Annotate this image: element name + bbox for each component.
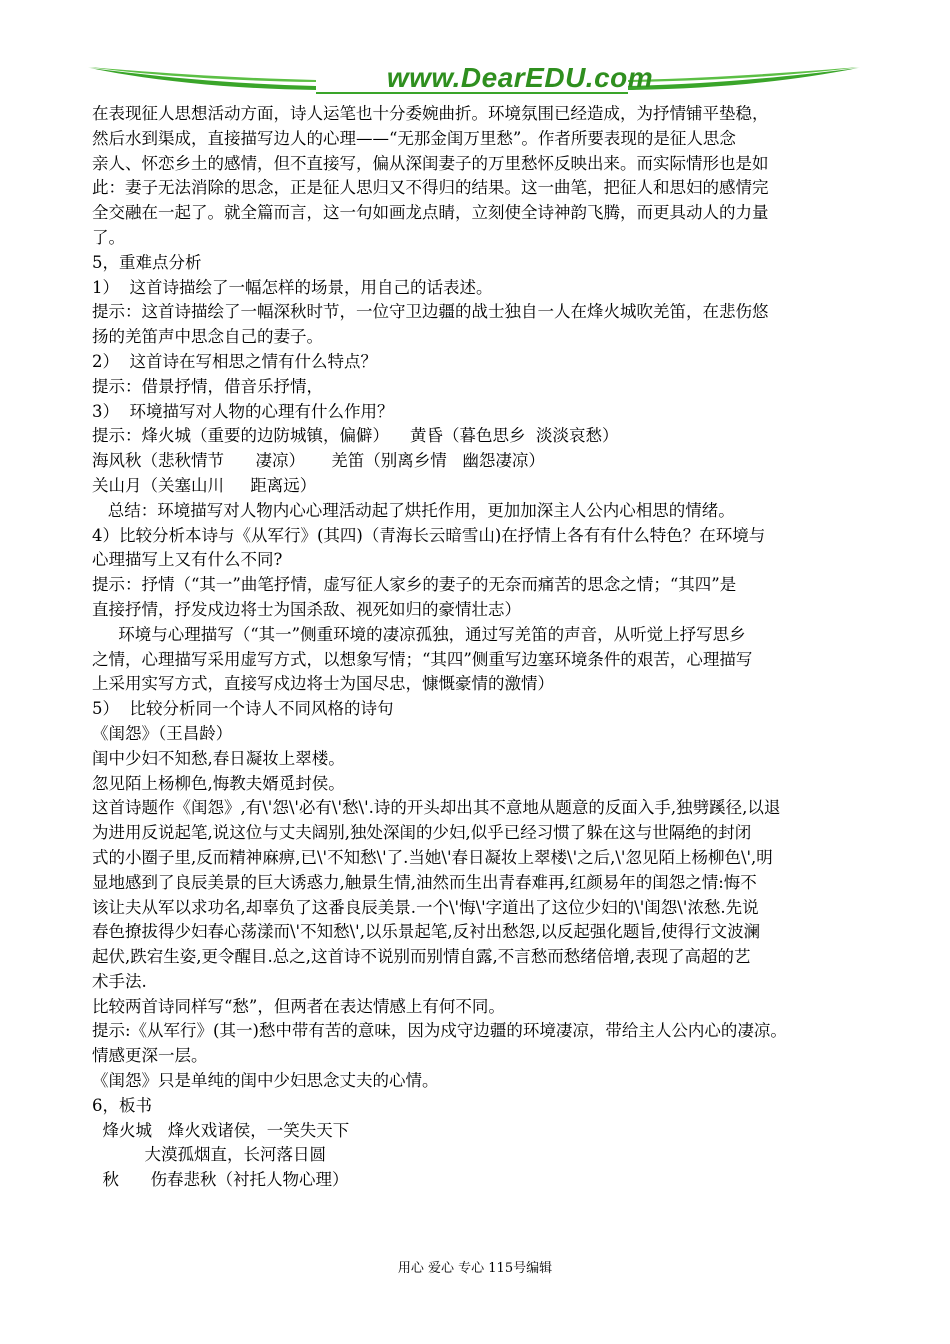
text-line: 了。 xyxy=(92,227,125,247)
text-line: 海风秋（悲秋情节 凄凉） 羌笛（别离乡情 幽怨凄凉） xyxy=(92,451,545,471)
text-line: 扬的羌笛声中思念自己的妻子。 xyxy=(92,327,323,347)
text-line: 提示：这首诗描绘了一幅深秋时节，一位守卫边疆的战士独自一人在烽火城吹羌笛，在悲伤悠 xyxy=(92,302,769,322)
text-line: 春色撩拔得少妇春心荡漾而\'不知愁\',以乐景起笔,反衬出愁怨,以反起强化题旨,使得行文波澜 xyxy=(92,922,761,942)
text-line: 忽见陌上杨柳色,悔教夫婿觅封侯。 xyxy=(92,773,345,793)
text-line: 这首诗题作《闺怨》,有\'怨\'必有\'愁\'.诗的开头却出其不意地从题意的反面入手,独劈蹊径,以退 xyxy=(92,798,781,818)
text-line: 1） 这首诗描绘了一幅怎样的场景，用自己的话表述。 xyxy=(92,277,493,297)
text-line: 5，重难点分析 xyxy=(92,252,202,272)
text-line: 提示:《从军行》(其一)愁中带有苦的意味，因为戍守边疆的环境凄凉，带给主人公内心的凄凉。 xyxy=(92,1021,787,1041)
text-line: 秋 伤春悲秋（衬托人物心理） xyxy=(92,1170,349,1190)
text-line: 提示：借景抒情，借音乐抒情， xyxy=(92,376,323,396)
text-line: 烽火城 烽火戏诸侯，一笑失天下 xyxy=(92,1120,350,1140)
text-line: 大漠孤烟直，长河落日圆 xyxy=(92,1145,326,1165)
text-line: 提示：抒情（“其一”曲笔抒情，虚写征人家乡的妻子的无奈而痛苦的思念之情；“其四”是 xyxy=(92,575,737,595)
text-line: 总结：环境描写对人物内心心理活动起了烘托作用，更加加深主人公内心相思的情绪。 xyxy=(92,500,735,520)
page-footer: 用心 爱心 专心 115号编辑 xyxy=(397,1261,553,1276)
text-line: 术手法. xyxy=(92,971,147,991)
text-line: 关山月（关塞山川 距离远） xyxy=(92,475,317,495)
text-line: 提示：烽火城（重要的边防城镇，偏僻） 黄昏（暮色思乡 淡淡哀愁） xyxy=(92,426,619,446)
text-line: 全交融在一起了。就全篇而言，这一句如画龙点睛，立刻使全诗神韵飞腾，而更具动人的力量 xyxy=(92,203,769,223)
site-logo[interactable]: www.DearEDU.com xyxy=(386,62,654,93)
text-line: 《闺怨》（王昌龄） xyxy=(92,723,233,743)
text-line: 此：妻子无法消除的思念，正是征人思归又不得归的结果。这一曲笔，把征人和思妇的感情完 xyxy=(92,178,769,198)
text-line: 在表现征人思想活动方面，诗人运笔也十分委婉曲折。环境氛围已经造成，为抒情铺平垫稳， xyxy=(92,104,769,123)
text-line: 上采用实写方式，直接写戍边将士为国尽忠，慷慨豪情的激情） xyxy=(92,674,554,694)
text-line: 《闺怨》只是单纯的闺中少妇思念丈夫的心情。 xyxy=(92,1071,439,1091)
text-line: 情感更深一层。 xyxy=(92,1046,208,1066)
text-line: 闺中少妇不知愁,春日凝妆上翠楼。 xyxy=(92,748,345,768)
text-line: 然后水到渠成，直接描写边人的心理——“无那金闺万里愁”。作者所要表现的是征人思念 xyxy=(92,128,736,148)
text-line: 之情，心理描写采用虚写方式，以想象写情；“其四”侧重写边塞环境条件的艰苦，心理描写 xyxy=(92,649,753,669)
text-line: 5） 比较分析同一个诗人不同风格的诗句 xyxy=(92,699,394,719)
text-line: 心理描写上又有什么不同? xyxy=(92,550,283,570)
text-line: 显地感到了良辰美景的巨大诱惑力,触景生情,油然而生出青春难再,红颜易年的闺怨之情:悔不 xyxy=(92,872,757,892)
text-line: 为进用反说起笔,说这位与丈夫阔别,独处深闺的少妇,似乎已经习惯了躲在这与世隔绝的封闭 xyxy=(92,823,752,843)
text-line: 6，板书 xyxy=(92,1095,152,1115)
text-line: 环境与心理描写（“其一”侧重环境的凄凉孤独，通过写羌笛的声音，从听觉上抒写思乡 xyxy=(92,624,746,644)
document-body xyxy=(92,102,864,1193)
text-line: 直接抒情，抒发戍边将士为国杀敌、视死如归的豪情壮志） xyxy=(92,599,521,619)
text-line: 亲人、怀恋乡土的感情，但不直接写，偏从深闺妻子的万里愁怀反映出来。而实际情形也是如 xyxy=(92,153,769,173)
text-line: 比较两首诗同样写“愁”，但两者在表达情感上有何不同。 xyxy=(92,996,505,1016)
text-line: 4）比较分析本诗与《从军行》(其四)（青海长云暗雪山)在抒情上各有有什么特色？在环境与 xyxy=(92,525,766,545)
text-line: 2） 这首诗在写相思之情有什么特点？ xyxy=(92,351,377,371)
text-line: 式的小圈子里,反而精神麻痹,已\'不知愁\'了.当她\'春日凝妆上翠楼\'之后,\'忽见陌上杨柳色\',明 xyxy=(92,847,773,867)
text-line: 起伏,跌宕生姿,更令醒目.总之,这首诗不说别而别情自露,不言愁而愁绪倍增,表现了高超的艺 xyxy=(92,947,751,967)
site-header xyxy=(88,58,860,100)
text-line: 该让夫从军以求功名,却辜负了这番良辰美景.一个\'悔\'字道出了这位少妇的\'闺怨\'浓愁.先说 xyxy=(92,897,759,917)
text-line: 3） 环境描写对人物的心理有什么作用？ xyxy=(92,401,394,421)
